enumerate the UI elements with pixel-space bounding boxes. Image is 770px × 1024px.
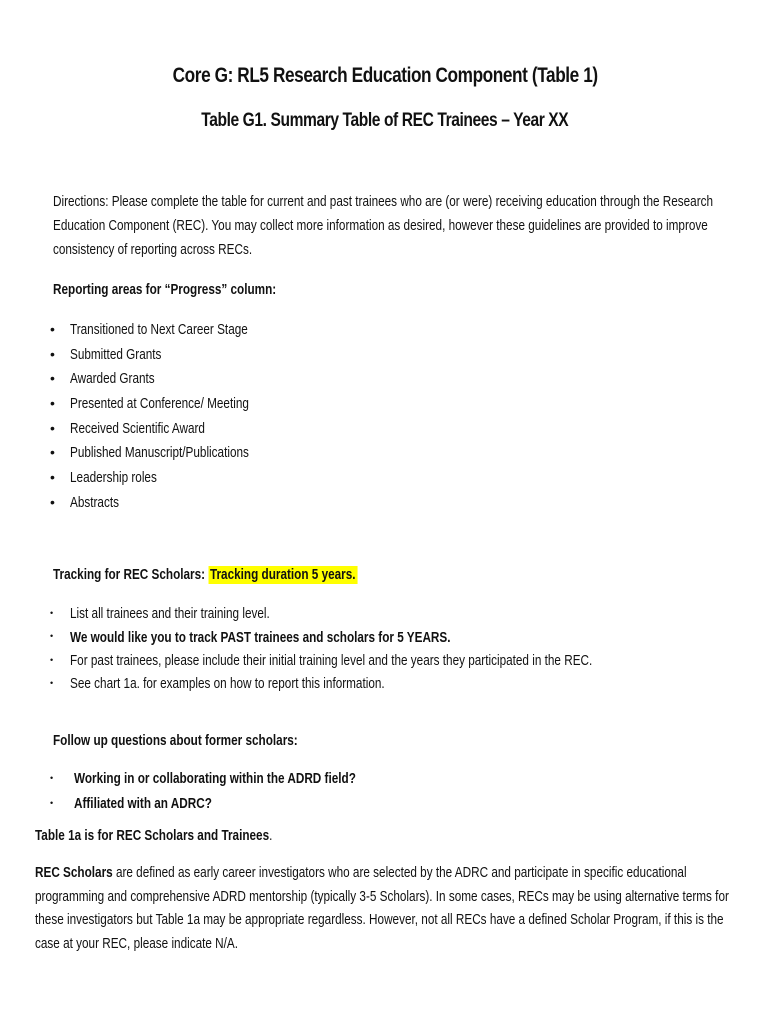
- list-item: [50, 366, 291, 391]
- bullet-icon: •: [50, 631, 54, 642]
- tracking-list: [50, 603, 715, 696]
- list-item: [50, 416, 291, 441]
- progress-item-text: Abstracts: [70, 494, 119, 511]
- tracking-heading-label: Tracking for REC Scholars:: [53, 567, 209, 583]
- scholars-line-1: [35, 862, 764, 886]
- document-title: [0, 64, 770, 88]
- bullet-icon: •: [50, 395, 55, 412]
- table-1a-note-tail: .: [269, 828, 273, 844]
- follow-up-item-text: Working in or collaborating within the ADRD field?: [74, 771, 356, 788]
- document-title-text: Core G: RL5 Research Education Component (Table 1): [172, 64, 598, 87]
- progress-item-text: Submitted Grants: [70, 346, 162, 363]
- progress-item-text: Received Scientific Award: [70, 420, 205, 437]
- directions-line-2: Education Component (REC). You may collect more information as desired, however these guidelines are provided to improve: [53, 218, 708, 234]
- bullet-icon: •: [50, 345, 55, 362]
- bullet-icon: •: [50, 419, 55, 436]
- reporting-areas-heading: Reporting areas for “Progress” column:: [53, 282, 277, 298]
- list-item: [50, 650, 715, 673]
- progress-item-text: Published Manuscript/Publications: [70, 445, 249, 462]
- bullet-icon: •: [50, 677, 54, 688]
- table-1a-note-bold: Table 1a is for REC Scholars and Trainees: [35, 828, 270, 844]
- bullet-icon: •: [50, 370, 55, 387]
- bullet-icon: •: [50, 654, 54, 665]
- directions-line-3: consistency of reporting across RECs.: [53, 242, 253, 258]
- tracking-item-text: List all trainees and their training level.: [70, 606, 270, 623]
- scholars-line-2: programming and comprehensive ADRD mentorship (typically 3-5 Scholars). In some cases, RECs may be using alternative terms for: [35, 888, 729, 905]
- bullet-icon: •: [50, 797, 54, 808]
- follow-up-item-text: Affiliated with an ADRC?: [74, 795, 212, 812]
- bullet-icon: •: [50, 773, 54, 783]
- follow-up-list: [50, 767, 422, 816]
- list-item: [50, 673, 715, 696]
- rec-scholars-paragraph: [35, 862, 764, 956]
- bullet-icon: •: [50, 493, 55, 510]
- table-title-text: Table G1. Summary Table of REC Trainees – Year XX: [201, 110, 569, 131]
- list-item: [50, 603, 715, 626]
- tracking-item-text: We would like you to track PAST trainees and scholars for 5 YEARS.: [70, 629, 451, 646]
- scholars-term: REC Scholars: [35, 865, 113, 881]
- progress-item-text: Awarded Grants: [70, 371, 155, 388]
- follow-up-heading: Follow up questions about former scholars:: [53, 733, 298, 749]
- list-item: [50, 626, 715, 649]
- directions-paragraph: [53, 190, 717, 262]
- progress-list: [50, 317, 291, 515]
- progress-item-text: Transitioned to Next Career Stage: [70, 322, 248, 338]
- directions-line-1: Directions: Please complete the table for current and past trainees who are (or were) receiving education through the Research: [53, 194, 714, 210]
- bullet-icon: •: [50, 444, 55, 461]
- list-item: [50, 440, 291, 465]
- list-item: [50, 342, 291, 367]
- tracking-heading: [53, 567, 357, 583]
- list-item: [50, 391, 291, 416]
- scholars-line-4: case at your REC, please indicate N/A.: [35, 935, 239, 952]
- list-item: [50, 465, 291, 490]
- list-item: [50, 767, 422, 792]
- bullet-icon: •: [50, 608, 54, 618]
- bullet-icon: •: [50, 321, 55, 337]
- tracking-duration-highlight: Tracking duration 5 years.: [209, 567, 356, 583]
- progress-item-text: Leadership roles: [70, 470, 157, 487]
- tracking-item-text: For past trainees, please include their initial training level and the years they participated in the REC.: [70, 653, 593, 670]
- scholars-line-1-text: are defined as early career investigators who are selected by the ADRC and participate in specific educational: [112, 865, 687, 881]
- list-item: [50, 792, 422, 817]
- scholars-line-3: these investigators but Table 1a may be appropriate regardless. However, not all RECs have a defined Scholar Program, if this is the: [35, 912, 724, 928]
- table-1a-note: [35, 828, 272, 844]
- progress-item-text: Presented at Conference/ Meeting: [70, 396, 249, 413]
- tracking-item-text: See chart 1a. for examples on how to report this information.: [70, 676, 385, 693]
- list-item: [50, 317, 291, 342]
- table-title: [0, 110, 770, 132]
- list-item: [50, 490, 291, 515]
- bullet-icon: •: [50, 469, 55, 486]
